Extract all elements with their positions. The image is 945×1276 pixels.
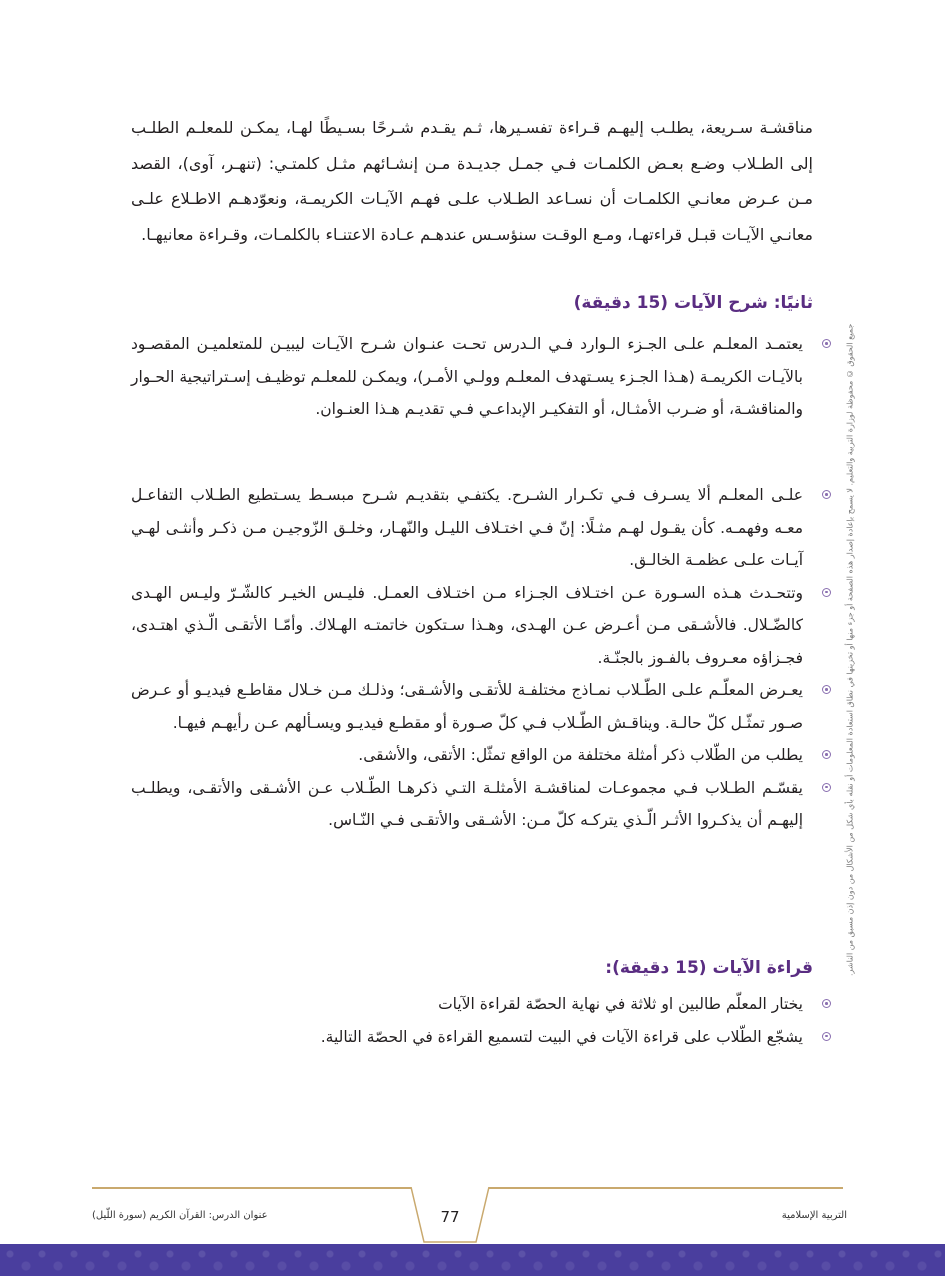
section-heading-explanation — [574, 293, 813, 313]
list-item-text: وتتحـدث هـذه السـورة عـن اختـلاف الجـزاء مـن اختـلاف العمـل. فليـس الخيـر كالشّـرّ وليـس الهـدى كالضّـلال. فالأشـقى مـن أعـرض عـن الهـدى، وهـذا سـتكون خاتمتـه الهـلاك. وأمّـا الأتقـى الّـذي اهتـدى، فجـزاؤه معـروف بالفـوز بالجنّـة. — [131, 583, 803, 667]
intro-paragraph — [131, 110, 813, 252]
footer-rule-left — [92, 1187, 412, 1189]
list-item — [131, 479, 831, 577]
list-item — [131, 577, 831, 675]
reading-list — [131, 988, 831, 1053]
circle-bullet-icon — [822, 490, 831, 499]
circle-bullet-icon — [822, 588, 831, 597]
circle-bullet-icon — [822, 999, 831, 1008]
explanation-list — [131, 328, 831, 426]
side-copyright: جميع الحقوق © محفوظة لوزارة التربية والتعليم. لا يسمح بإعادة إصدار هذه الصفحة أو جزء منها أو تخزينها في نطاق استعادة المعلومات أو نقله بأي شكل من الأشكال من دون إذن مسبق من الناشر. — [845, 323, 855, 977]
explanation-list-continued — [131, 479, 831, 837]
list-item — [131, 988, 831, 1021]
list-item-text: يشجّع الطّلاب على قراءة الآيات في البيت لتسميع القراءة في الحصّة التالية. — [320, 1027, 803, 1046]
intro-line: مـن عـرض معانـي الكلمـات أن نسـاعد الطـلاب علـى فهـم الآيـات الكريمـة، ونعوّدهـم الاطـلاع علـى — [131, 189, 813, 208]
section-prefix: ثانيًا: — [773, 293, 813, 313]
list-item — [131, 328, 831, 426]
intro-line: مناقشـة سـريعة، يطلـب إليهـم قـراءة تفسـيرها، ثـم يقـدم شـرحًا بسـيطًا لهـا، يمكـن للمعلـم الطلـب — [131, 118, 813, 137]
intro-line: إلى الطـلاب وضـع بعـض الكلمـات فـي جمـل جديـدة مـن إنشـائهم مثـل كلمتـي: (تنهـر، آوى)، القصد — [131, 153, 813, 173]
circle-bullet-icon — [822, 339, 831, 348]
list-item-text: علـى المعلـم ألا يسـرف فـي تكـرار الشـرح. يكتفـي بتقديـم شـرح مبسـط يسـتطيع الطـلاب التفاعـل معـه وفهمـه. كأن يقـول لهـم مثـلًا: إنّ فـي اختـلاف الليـل والنّهـار، وخلـق الزّوجيـن مـن ذكـر وأنثـى لهـي آيـات علـى عظمـة الخالـق. — [131, 486, 803, 569]
list-item — [131, 1021, 831, 1054]
bottom-decorative-band — [0, 1244, 945, 1276]
page-number: 77 — [440, 1208, 460, 1226]
list-item-text: يعـرض المعلّـم علـى الطّـلاب نمـاذج مختلفـة للأتقـى والأشـقى؛ وذلـك مـن خـلال مقاطـع فيديـو أو عـرض صـور تمثّـل كلّ حالـة. ويناقـش الطّـلاب فـي كلّ صـورة أو مقطـع فيديـو ويسـألهم عـن رأيهـم فيهـا. — [131, 681, 803, 732]
intro-line: معانـي الآيـات قبـل قراءتهـا، ومـع الوقـت سنؤسـس عندهـم عـادة الاعتنـاء بالكلمـات، وقـراءة معانيهـا. — [141, 224, 813, 244]
list-item — [131, 772, 831, 837]
circle-bullet-icon — [822, 685, 831, 694]
footer-lesson-title: عنوان الدرس: القرآن الكريم (سورة اللّيل) — [92, 1210, 268, 1221]
list-item-text: يقسّـم الطـلاب فـي مجموعـات لمناقشـة الأمثلـة التـي ذكرهـا الطّـلاب عـن الأشـقى والأتقـى، ويطلـب إليهـم أن يذكـروا الأثـر الّـذي يتركـه كلّ مـن: الأشـقى والأتقـى فـي النّـاس. — [131, 778, 803, 829]
circle-bullet-icon — [822, 783, 831, 792]
circle-bullet-icon — [822, 750, 831, 759]
list-item-text: يعتمـد المعلـم علـى الجـزء الـوارد فـي الـدرس تحـت عنـوان شـرح الآيـات ليبيـن للمتعلميـن المقصـود بالآيـات الكريمـة (هـذا الجـزء يسـتهدف المعلـم وولـي الأمـر)، ويمكـن للمعلـم توظيـف إسـتراتيجية الحـوار والمناقشـة، أو ضـرب الأمثـال، أو التفكيـر الإبداعـي فـي تقديـم هـذا العنـوان. — [131, 335, 803, 418]
footer-rule-right — [488, 1187, 843, 1189]
list-item — [131, 674, 831, 739]
list-item-text: يختار المعلّم طالبين او ثلاثة في نهاية الحصّة لقراءة الآيات — [438, 995, 803, 1013]
section-title: قراءة الآيات (15 دقيقة): — [605, 958, 813, 978]
section-heading-reading — [605, 958, 813, 978]
circle-bullet-icon — [822, 1032, 831, 1041]
list-item-text: يطلب من الطّلاب ذكر أمثلة مختلفة من الواقع تمثّل: الأتقى، والأشقى. — [358, 746, 803, 764]
list-item — [131, 739, 831, 772]
section-title: شرح الآيات (15 دقيقة) — [573, 293, 768, 313]
footer-subject: التربية الإسلامية — [781, 1210, 847, 1221]
